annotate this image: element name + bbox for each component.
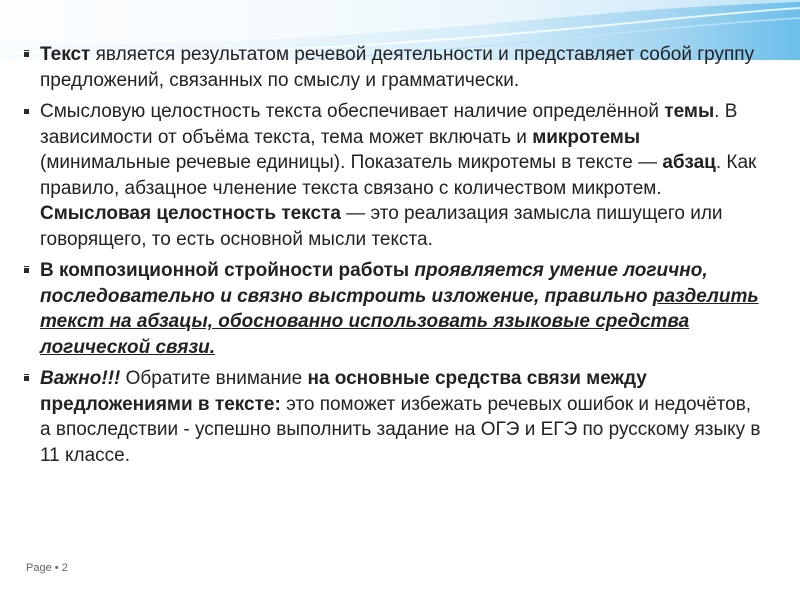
text-run: является результатом речевой деятельности и представляет собой группу предложений, связанных по смыслу и грамматически. (40, 44, 755, 91)
text-run: темы (664, 101, 715, 122)
bullet-paragraph (24, 99, 764, 252)
text-run: Текст (40, 44, 91, 65)
text-run: абзац (662, 152, 716, 173)
slide-content (24, 42, 764, 474)
text-run: Смысловую целостность текста обеспечивает наличие определённой (40, 101, 665, 122)
text-run: на основные средства связи между предложениями в тексте: (40, 368, 647, 415)
bullet-paragraph (24, 258, 764, 360)
text-run: . В зависимости от объёма текста, тема может включать и (40, 101, 738, 148)
bullet-paragraph (24, 42, 764, 93)
bullet-paragraph (24, 366, 764, 468)
text-run: В композиционной стройности работы (40, 260, 415, 281)
text-run: проявляется умение логично, последовательно и связно выстроить изложение, правильно (40, 260, 708, 307)
text-run: Смысловая целостность текста (40, 203, 341, 224)
text-run: (минимальные речевые единицы). Показатель микротемы в тексте — (40, 152, 663, 173)
text-run: — это реализация замысла пишущего или говорящего, то есть основной мысли текста. (40, 203, 723, 250)
text-run: микротемы (532, 126, 641, 148)
bullet-marker-icon (24, 268, 29, 273)
text-run: это поможет избежать речевых ошибок и недочётов, а впоследствии - успешно выполнить задание на ОГЭ и ЕГЭ по русскому языку в 11 классе. (40, 393, 761, 466)
text-run: Важно!!! (40, 368, 121, 389)
text-run: разделить текст на абзацы, обоснованно использовать языковые средства логической связи. (40, 285, 759, 358)
text-run: . Как правило, абзацное членение текста связано с количеством микротем. (40, 152, 757, 199)
footer (26, 562, 68, 574)
page-label: Page (26, 562, 52, 574)
bullet-marker-icon (24, 376, 29, 381)
page-separator: • (54, 562, 59, 574)
bullet-marker-icon (24, 52, 29, 57)
text-run: Обратите внимание (120, 368, 308, 389)
bullet-marker-icon (24, 109, 29, 114)
page-number: 2 (61, 562, 68, 574)
